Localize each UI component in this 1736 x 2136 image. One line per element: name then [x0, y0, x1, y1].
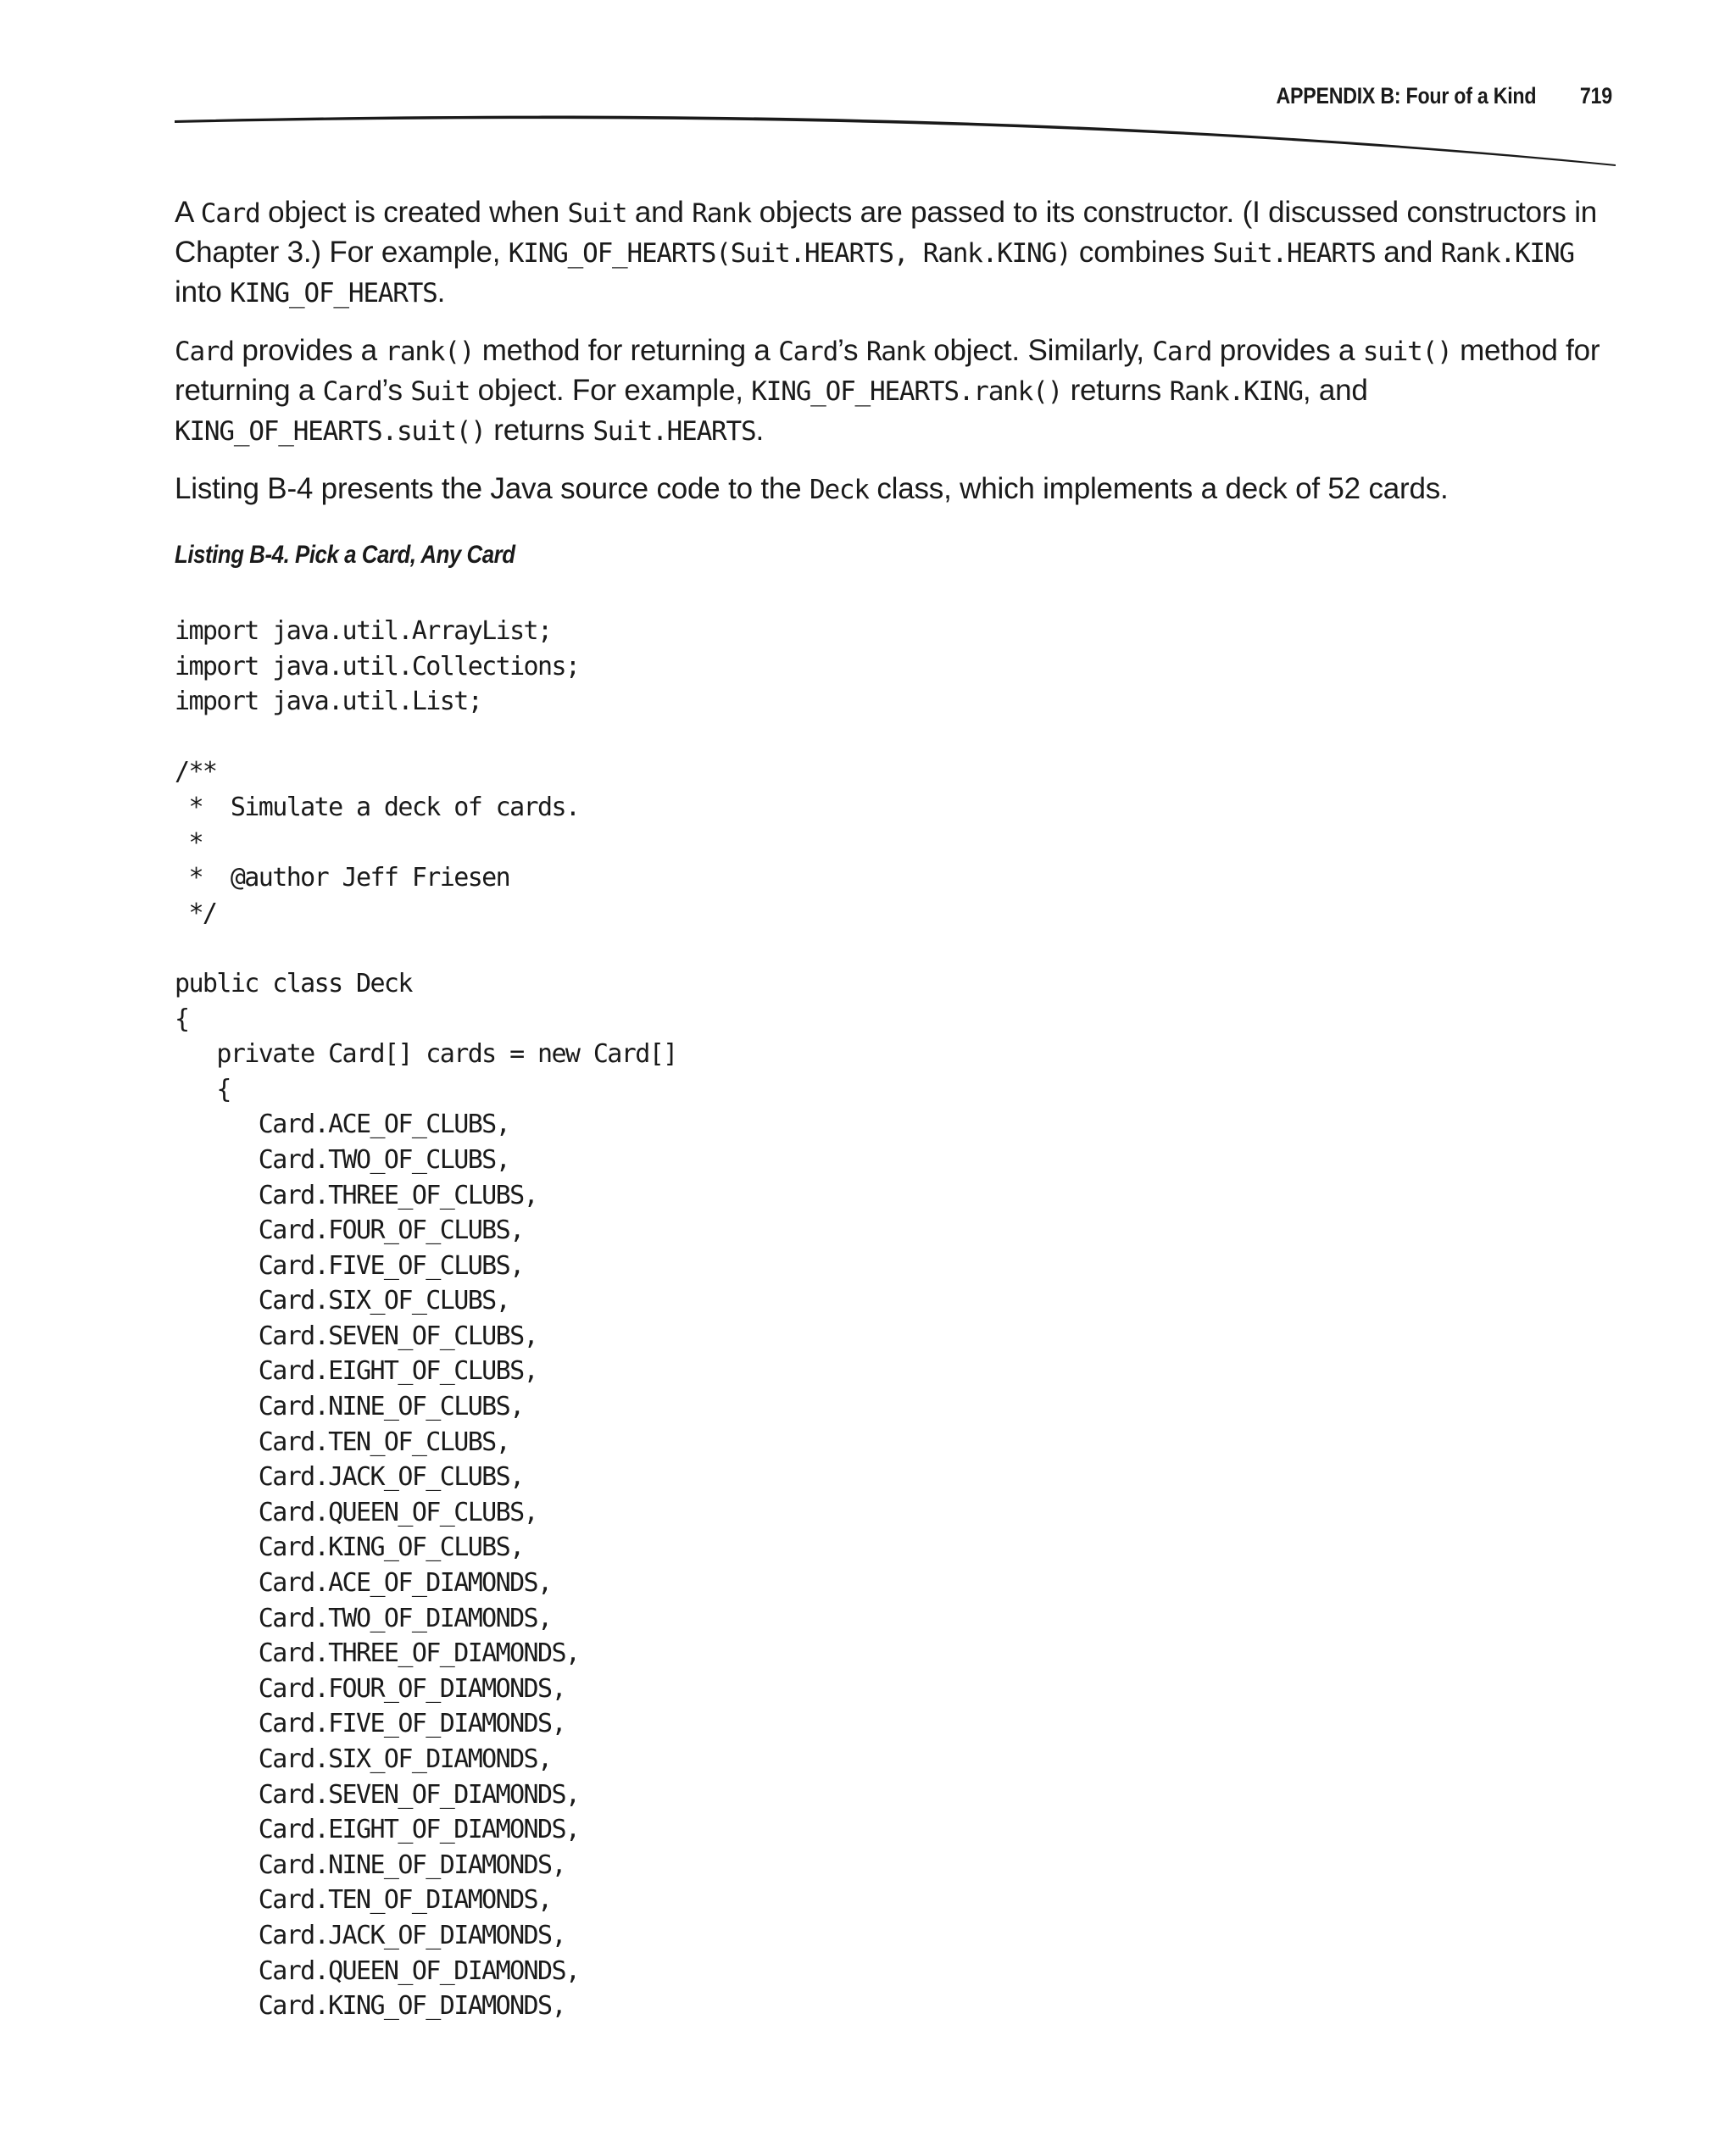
- inline-code: KING_OF_HEARTS.suit(): [175, 416, 486, 447]
- code-line: Card.NINE_OF_DIAMONDS,: [175, 1850, 565, 1880]
- paragraph: [175, 470, 1616, 509]
- paragraph-text: returns: [1062, 374, 1170, 407]
- inline-code: Suit: [410, 376, 470, 407]
- inline-code: Rank.KING: [1169, 376, 1303, 407]
- code-line: /**: [175, 757, 217, 787]
- paragraph-text: object is created when: [259, 196, 568, 229]
- paragraph-text: ’s: [837, 334, 866, 367]
- body-text: [175, 193, 1616, 528]
- inline-code: Card: [778, 337, 838, 367]
- inline-code: Suit.HEARTS: [593, 416, 756, 447]
- code-line: {: [175, 1074, 231, 1104]
- paragraph-text: .: [755, 414, 764, 447]
- code-line: Card.JACK_OF_DIAMONDS,: [175, 1920, 565, 1950]
- paragraph-text: provides a: [1211, 334, 1363, 367]
- code-line: Card.KING_OF_DIAMONDS,: [175, 1991, 565, 2022]
- code-line: Card.ACE_OF_CLUBS,: [175, 1110, 510, 1140]
- code-line: */: [175, 898, 217, 928]
- code-line: [175, 931, 677, 966]
- paragraph-text: provides a: [233, 334, 386, 367]
- code-line: Card.SIX_OF_CLUBS,: [175, 1286, 510, 1316]
- code-line: import java.util.Collections;: [175, 651, 580, 681]
- code-line: import java.util.ArrayList;: [175, 616, 552, 646]
- paragraph-text: A: [175, 196, 201, 229]
- inline-code: rank(): [385, 337, 475, 367]
- code-line: Card.FOUR_OF_DIAMONDS,: [175, 1673, 565, 1704]
- code-line: Card.JACK_OF_CLUBS,: [175, 1462, 524, 1493]
- code-line: Card.QUEEN_OF_DIAMONDS,: [175, 1955, 580, 1986]
- code-listing: [175, 614, 677, 2024]
- code-line: Card.QUEEN_OF_CLUBS,: [175, 1497, 537, 1527]
- paragraph: [175, 193, 1616, 313]
- paragraph-text: ’s: [381, 374, 411, 407]
- paragraph-text: method for returning a: [175, 334, 1600, 407]
- inline-code: Suit: [567, 198, 627, 229]
- code-line: *: [175, 827, 203, 858]
- paragraph-text: .: [437, 275, 446, 309]
- inline-code: Card: [175, 337, 234, 367]
- paragraph-text: object. Similarly,: [925, 334, 1153, 367]
- code-line: Card.TWO_OF_DIAMONDS,: [175, 1603, 552, 1633]
- inline-code: Card: [322, 376, 382, 407]
- inline-code: Rank.KING: [1440, 238, 1574, 269]
- inline-code: Deck: [809, 475, 869, 505]
- inline-code: Rank: [865, 337, 926, 367]
- listing-caption: Listing B-4. Pick a Card, Any Card: [175, 541, 515, 569]
- inline-code: Rank: [692, 198, 752, 229]
- running-header-title: APPENDIX B: Four of a Kind: [1276, 83, 1537, 108]
- inline-code: KING_OF_HEARTS.rank(): [751, 376, 1063, 407]
- code-line: Card.NINE_OF_CLUBS,: [175, 1392, 524, 1422]
- code-line: Card.THREE_OF_CLUBS,: [175, 1180, 537, 1210]
- paragraph-text: objects are passed to its constructor. (I discussed constructors in Chapter 3.) For example,: [175, 196, 1598, 269]
- header-rule: [175, 108, 1616, 176]
- code-line: Card.THREE_OF_DIAMONDS,: [175, 1638, 580, 1669]
- paragraph-text: into: [175, 275, 231, 309]
- paragraph-text: class, which implements a deck of 52 cards.: [868, 472, 1449, 505]
- code-line: Card.TEN_OF_DIAMONDS,: [175, 1885, 552, 1916]
- paragraph-text: Listing B-4 presents the Java source code to the: [175, 472, 810, 505]
- paragraph-text: combines: [1071, 236, 1213, 269]
- code-line: Card.TEN_OF_CLUBS,: [175, 1427, 510, 1457]
- code-line: Card.SIX_OF_DIAMONDS,: [175, 1744, 552, 1774]
- inline-code: Suit.HEARTS: [1212, 238, 1376, 269]
- code-line: {: [175, 1004, 189, 1034]
- inline-code: suit(): [1362, 337, 1452, 367]
- code-line: Card.EIGHT_OF_DIAMONDS,: [175, 1815, 580, 1845]
- paragraph-text: and: [626, 196, 693, 229]
- code-line: Card.FIVE_OF_DIAMONDS,: [175, 1709, 565, 1739]
- code-line: * Simulate a deck of cards.: [175, 792, 580, 822]
- paragraph-text: returns: [485, 414, 593, 447]
- code-line: Card.FOUR_OF_CLUBS,: [175, 1215, 524, 1246]
- code-line: Card.TWO_OF_CLUBS,: [175, 1144, 510, 1175]
- paragraph-text: object. For example,: [470, 374, 752, 407]
- running-header: [1277, 83, 1612, 109]
- paragraph-text: and: [1375, 236, 1441, 269]
- page-number: 719: [1580, 83, 1612, 108]
- inline-code: KING_OF_HEARTS(Suit.HEARTS, Rank.KING): [508, 238, 1071, 269]
- code-line: Card.EIGHT_OF_CLUBS,: [175, 1356, 537, 1387]
- code-line: Card.SEVEN_OF_DIAMONDS,: [175, 1779, 580, 1810]
- inline-code: Card: [200, 198, 260, 229]
- code-line: import java.util.List;: [175, 687, 482, 717]
- paragraph: [175, 331, 1616, 451]
- code-line: Card.FIVE_OF_CLUBS,: [175, 1250, 524, 1281]
- code-line: public class Deck: [175, 968, 412, 998]
- code-line: Card.SEVEN_OF_CLUBS,: [175, 1321, 537, 1351]
- code-line: * @author Jeff Friesen: [175, 863, 510, 893]
- code-line: Card.KING_OF_CLUBS,: [175, 1532, 524, 1563]
- code-line: [175, 720, 677, 755]
- paragraph-text: , and: [1302, 374, 1368, 407]
- code-line: Card.ACE_OF_DIAMONDS,: [175, 1568, 552, 1599]
- code-line: private Card[] cards = new Card[]: [175, 1039, 677, 1070]
- paragraph-text: method for returning a: [474, 334, 779, 367]
- inline-code: Card: [1152, 337, 1212, 367]
- inline-code: KING_OF_HEARTS: [230, 278, 437, 309]
